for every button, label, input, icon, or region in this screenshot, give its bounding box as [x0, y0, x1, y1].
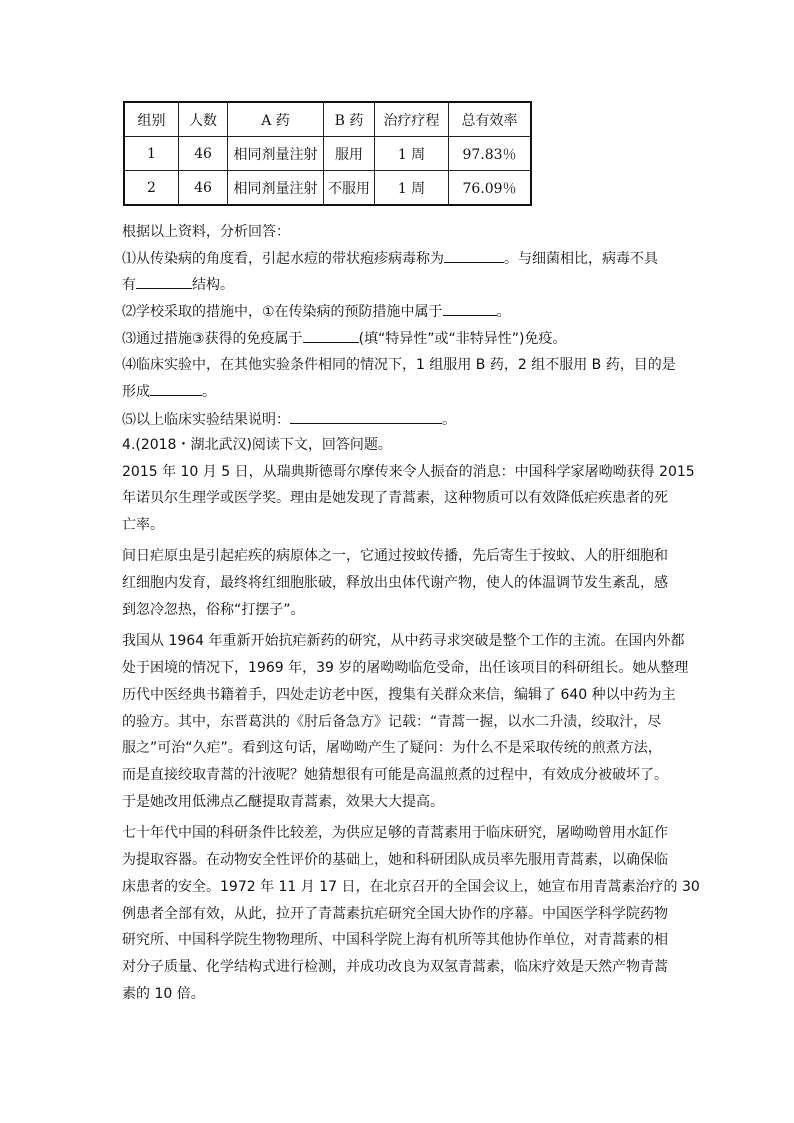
question-1	[122, 248, 658, 269]
passage-line: 对分子质量、化学结构式进行检测，并成功改良为双氢青蒿素，临床疗效是天然产物青蒿	[122, 959, 668, 975]
passage-line: 七十年代中国的科研条件比较差，为供应足够的青蒿素用于临床研究，屠呦呦曾用水缸作	[122, 825, 668, 841]
table-cell: 1 周	[375, 137, 449, 171]
question-text: 。	[202, 384, 216, 400]
table-row	[124, 137, 531, 171]
passage-line: 处于困境的情况下，1969 年，39 岁的屠呦呦临危受命，出任该项目的科研组长。她从整理	[122, 660, 689, 676]
question-3	[122, 328, 567, 349]
answer-blank[interactable]	[136, 274, 192, 289]
passage-line: 我国从 1964 年重新开始抗疟新药的研究，从中药寻求突破是整个工作的主流。在国内外都	[122, 633, 685, 649]
question-text: 形成	[122, 384, 150, 400]
question-4: ⑷临床实验中，在其他实验条件相同的情况下，1 组服用 B 药，2 组不服用 B 药，目的是	[122, 357, 676, 373]
table-cell: 不服用	[324, 171, 375, 206]
passage-line: 于是她改用低沸点乙醚提取青蒿素，效果大大提高。	[122, 794, 444, 810]
passage-line: 服之”可治“久疟”。看到这句话，屠呦呦产生了疑问：为什么不是采取传统的煎煮方法，	[122, 740, 662, 756]
passage-line: 红细胞内发育，最终将红细胞胀破，释放出虫体代谢产物，使人的体温调节发生紊乱，感	[122, 575, 668, 591]
passage-line: 年诺贝尔生理学或医学奖。理由是她发现了青蒿素，这种物质可以有效降低疟疾患者的死	[122, 490, 668, 506]
question-text: 结构。	[192, 277, 234, 293]
passage-line: 历代中医经典书籍着手，四处走访老中医，搜集有关群众来信，编辑了 640 种以中药为主	[122, 687, 676, 703]
answer-blank[interactable]	[303, 328, 359, 343]
table-cell: 相同剂量注射	[228, 171, 324, 206]
question-5	[122, 409, 456, 430]
answer-blank[interactable]	[150, 381, 202, 396]
table-header-cell: A 药	[228, 102, 324, 137]
table-cell: 76.09％	[449, 171, 532, 206]
table-cell: 97.83％	[449, 137, 532, 171]
instruction-line: 根据以上资料，分析回答：	[122, 224, 290, 240]
table-row	[124, 171, 531, 206]
table-header-cell: B 药	[324, 102, 375, 137]
table-header-cell: 人数	[179, 102, 228, 137]
question-text: ⑴从传染病的角度看，引起水痘的带状疱疹病毒称为	[122, 251, 444, 267]
question-text: ⑶通过措施③获得的免疫属于	[122, 331, 303, 347]
table-cell: 服用	[324, 137, 375, 171]
passage-line: 2015 年 10 月 5 日，从瑞典斯德哥尔摩传来令人振奋的消息：中国科学家屠呦呦获得 2015	[122, 464, 695, 480]
passage-line: 而是直接绞取青蒿的汁液呢？她猜想很有可能是高温煎煮的过程中，有效成分被破坏了。	[122, 767, 668, 783]
question-text: ⑵学校采取的措施中，①在传染病的预防措施中属于	[122, 304, 443, 320]
passage-line: 素的 10 倍。	[122, 986, 205, 1002]
passage-line: 到忽冷忽热，俗称“打摆子”。	[122, 602, 305, 618]
question-4-cont	[122, 381, 216, 402]
table-header-cell: 组别	[124, 102, 179, 137]
problem-4-title: 4.(2018・湖北武汉)阅读下文，回答问题。	[122, 437, 392, 453]
passage-line: 间日疟原虫是引起疟疾的病原体之一，它通过按蚊传播，先后寄生于按蚊、人的肝细胞和	[122, 548, 668, 564]
question-text: ⑸以上临床实验结果说明：	[122, 412, 290, 428]
table-cell: 46	[179, 137, 228, 171]
question-text: 。与细菌相比，病毒不具	[504, 251, 658, 267]
passage-line: 床患者的安全。1972 年 11 月 17 日，在北京召开的全国会议上，她宣布用青蒿素治疗的 30	[122, 879, 700, 895]
table-cell: 46	[179, 171, 228, 206]
table-cell: 相同剂量注射	[228, 137, 324, 171]
question-text: 。	[496, 304, 511, 320]
table-header-cell: 总有效率	[449, 102, 532, 137]
passage-line: 亡率。	[122, 517, 164, 533]
table-header-cell: 治疗疗程	[375, 102, 449, 137]
question-text: 。	[442, 412, 456, 428]
answer-blank[interactable]	[290, 409, 442, 424]
passage-line: 的验方。其中，东晋葛洪的《肘后备急方》记载：“青蒿一握，以水二升渍，绞取汁，尽	[122, 714, 662, 730]
question-text: 有	[122, 277, 136, 293]
clinical-trial-table	[123, 101, 532, 206]
question-text: (填“特异性”或“非特异性”)免疫。	[358, 331, 567, 347]
answer-blank[interactable]	[443, 301, 497, 316]
passage-line: 研究所、中国科学院生物物理所、中国科学院上海有机所等其他协作单位，对青蒿素的相	[122, 932, 668, 948]
table-cell: 2	[124, 171, 179, 206]
passage-line: 为提取容器。在动物安全性评价的基础上，她和科研团队成员率先服用青蒿素，以确保临	[122, 852, 668, 868]
table-cell: 1	[124, 137, 179, 171]
passage-line: 例患者全部有效，从此，拉开了青蒿素抗疟研究全国大协作的序幕。中国医学科学院药物	[122, 906, 668, 922]
table-header-row	[124, 102, 531, 137]
question-2	[122, 301, 511, 322]
question-1-cont	[122, 274, 234, 295]
table-cell: 1 周	[375, 171, 449, 206]
answer-blank[interactable]	[444, 248, 504, 263]
